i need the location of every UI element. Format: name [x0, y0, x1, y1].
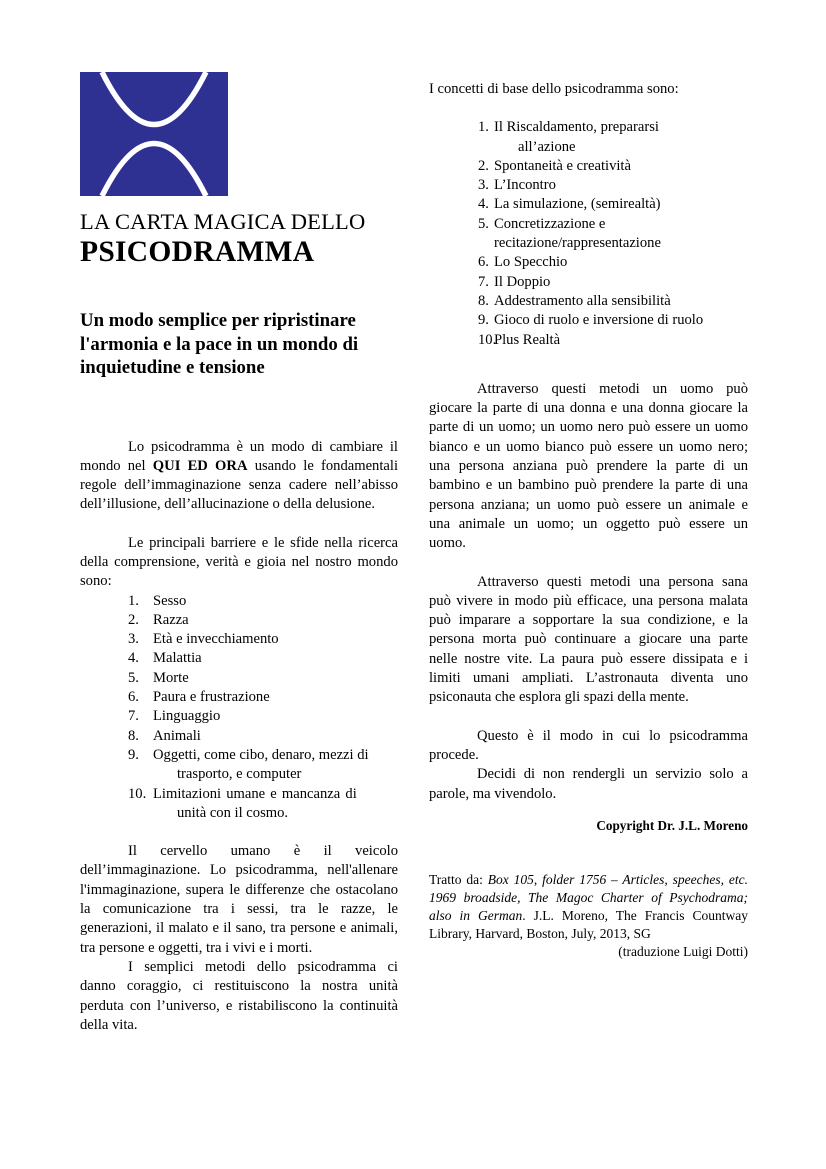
- source-citation: Tratto da: Box 105, folder 1756 – Articles, speeches, etc. 1969 broadside, The Magoc Charter of Psychodrama; also in German. J.L. Moreno, The Francis Countway Library, Harvard, Boston, July, 2013, SG: [429, 872, 749, 942]
- list-item: 9. Oggetti, come cibo, denaro, mezzi di trasporto, e computer: [128, 746, 369, 783]
- decide-paragraph: Decidi di non rendergli un servizio solo a parole, ma vivendolo.: [429, 766, 748, 802]
- list-item: 8. Addestramento alla sensibilità: [478, 292, 671, 309]
- list-item: 6. Lo Specchio: [478, 254, 568, 271]
- concepts-intro: I concetti di base dello psicodramma sono:: [429, 81, 679, 97]
- list-item: 9. Gioco di ruolo e inversione di ruolo: [478, 312, 704, 329]
- left-column: [80, 72, 398, 1035]
- list-item: 3. Età e invecchiamento: [128, 631, 279, 648]
- brain-paragraph: Il cervello umano è il veicolo dell’immaginazione. Lo psicodramma, nell'allenare l'immaginazione, supera le differenze che ostacolano la comunicazione tra i sessi, tra le razze, le generazioni, il malato e il sano, tra persone e animali, tra persone e oggetti, tra i vivi e i morti.: [80, 843, 398, 956]
- barriers-intro: Le principali barriere e le sfide nella ricerca della comprensione, verità e gioia nel nostro mondo sono:: [80, 534, 398, 590]
- list-item: 2. Razza: [128, 611, 189, 628]
- list-item: 6. Paura e frustrazione: [128, 689, 270, 706]
- list-item: 4. La simulazione, (semirealtà): [478, 196, 661, 213]
- title-line-2: PSICODRAMMA: [80, 236, 315, 268]
- list-item: 8. Animali: [128, 727, 201, 744]
- subtitle: Un modo semplice per ripristinare l'armonia e la pace in un mondo di inquietudine e tensione: [80, 310, 359, 378]
- list-item: 7. Il Doppio: [478, 273, 551, 290]
- list-item: 7. Linguaggio: [128, 708, 221, 725]
- list-item: 10. Plus Realtà: [478, 331, 561, 348]
- procedure-paragraph: Questo è il modo in cui lo psicodramma procede.: [429, 727, 748, 763]
- title-line-1: LA CARTA MAGICA DELLO: [80, 209, 366, 234]
- list-item: 5. Concretizzazione e recitazione/rappresentazione: [478, 215, 661, 252]
- methods-effects-paragraph: Attraverso questi metodi una persona sana può vivere in modo più efficace, una persona malata può imparare a sopportare la sua condizione, e la persona morta può continuare a giocare una parte nelle nostre vite. La paura può essere dissipata e i limiti umani ampliati. L’astronauta diventa uno psiconauta che esplora gli spazi della mente.: [429, 573, 748, 706]
- barriers-list: [80, 592, 398, 824]
- psychodrama-logo-icon: [80, 72, 228, 196]
- list-item: 5. Morte: [128, 669, 189, 686]
- copyright: Copyright Dr. J.L. Moreno: [596, 817, 748, 833]
- list-item: 4. Malattia: [128, 650, 202, 667]
- methods-roles-paragraph: Attraverso questi metodi un uomo può giocare la parte di una donna e una donna giocare la parte di un uomo; un uomo nero può essere un uomo bianco e un uomo bianco può essere un uomo nero; una persona anziana può prendere la parte di un bambino e un bambino può prendere la parte di una persona anziana; un uomo può essere un animale e una animale un uomo; un oggetto può essere un uomo.: [429, 380, 748, 552]
- list-item: 1. Sesso: [128, 592, 187, 609]
- list-item: 1. Il Riscaldamento, prepararsi all’azione: [478, 119, 659, 155]
- list-item: 2. Spontaneità e creatività: [478, 157, 631, 174]
- translator-credit: (traduzione Luigi Dotti): [618, 944, 748, 960]
- methods-paragraph: I semplici metodi dello psicodramma ci danno coraggio, ci restituiscono la nostra unità perduta con l’universo, e ristabiliscono la continuità della vita.: [80, 958, 398, 1033]
- right-column: [429, 80, 748, 961]
- qui-ed-ora-emphasis: QUI ED ORA: [152, 457, 248, 474]
- list-item: 3. L’Incontro: [478, 177, 556, 194]
- list-item: 10. Limitazioni umane e mancanza di unità con il cosmo.: [128, 785, 357, 821]
- intro-paragraph: Lo psicodramma è un modo di cambiare il mondo nel QUI ED ORA usando le fondamentali regole dell’immaginazione senza cadere nell’abisso dell’illusione, dell’allucinazione o della delusione.: [80, 438, 398, 513]
- concepts-list: [429, 118, 748, 350]
